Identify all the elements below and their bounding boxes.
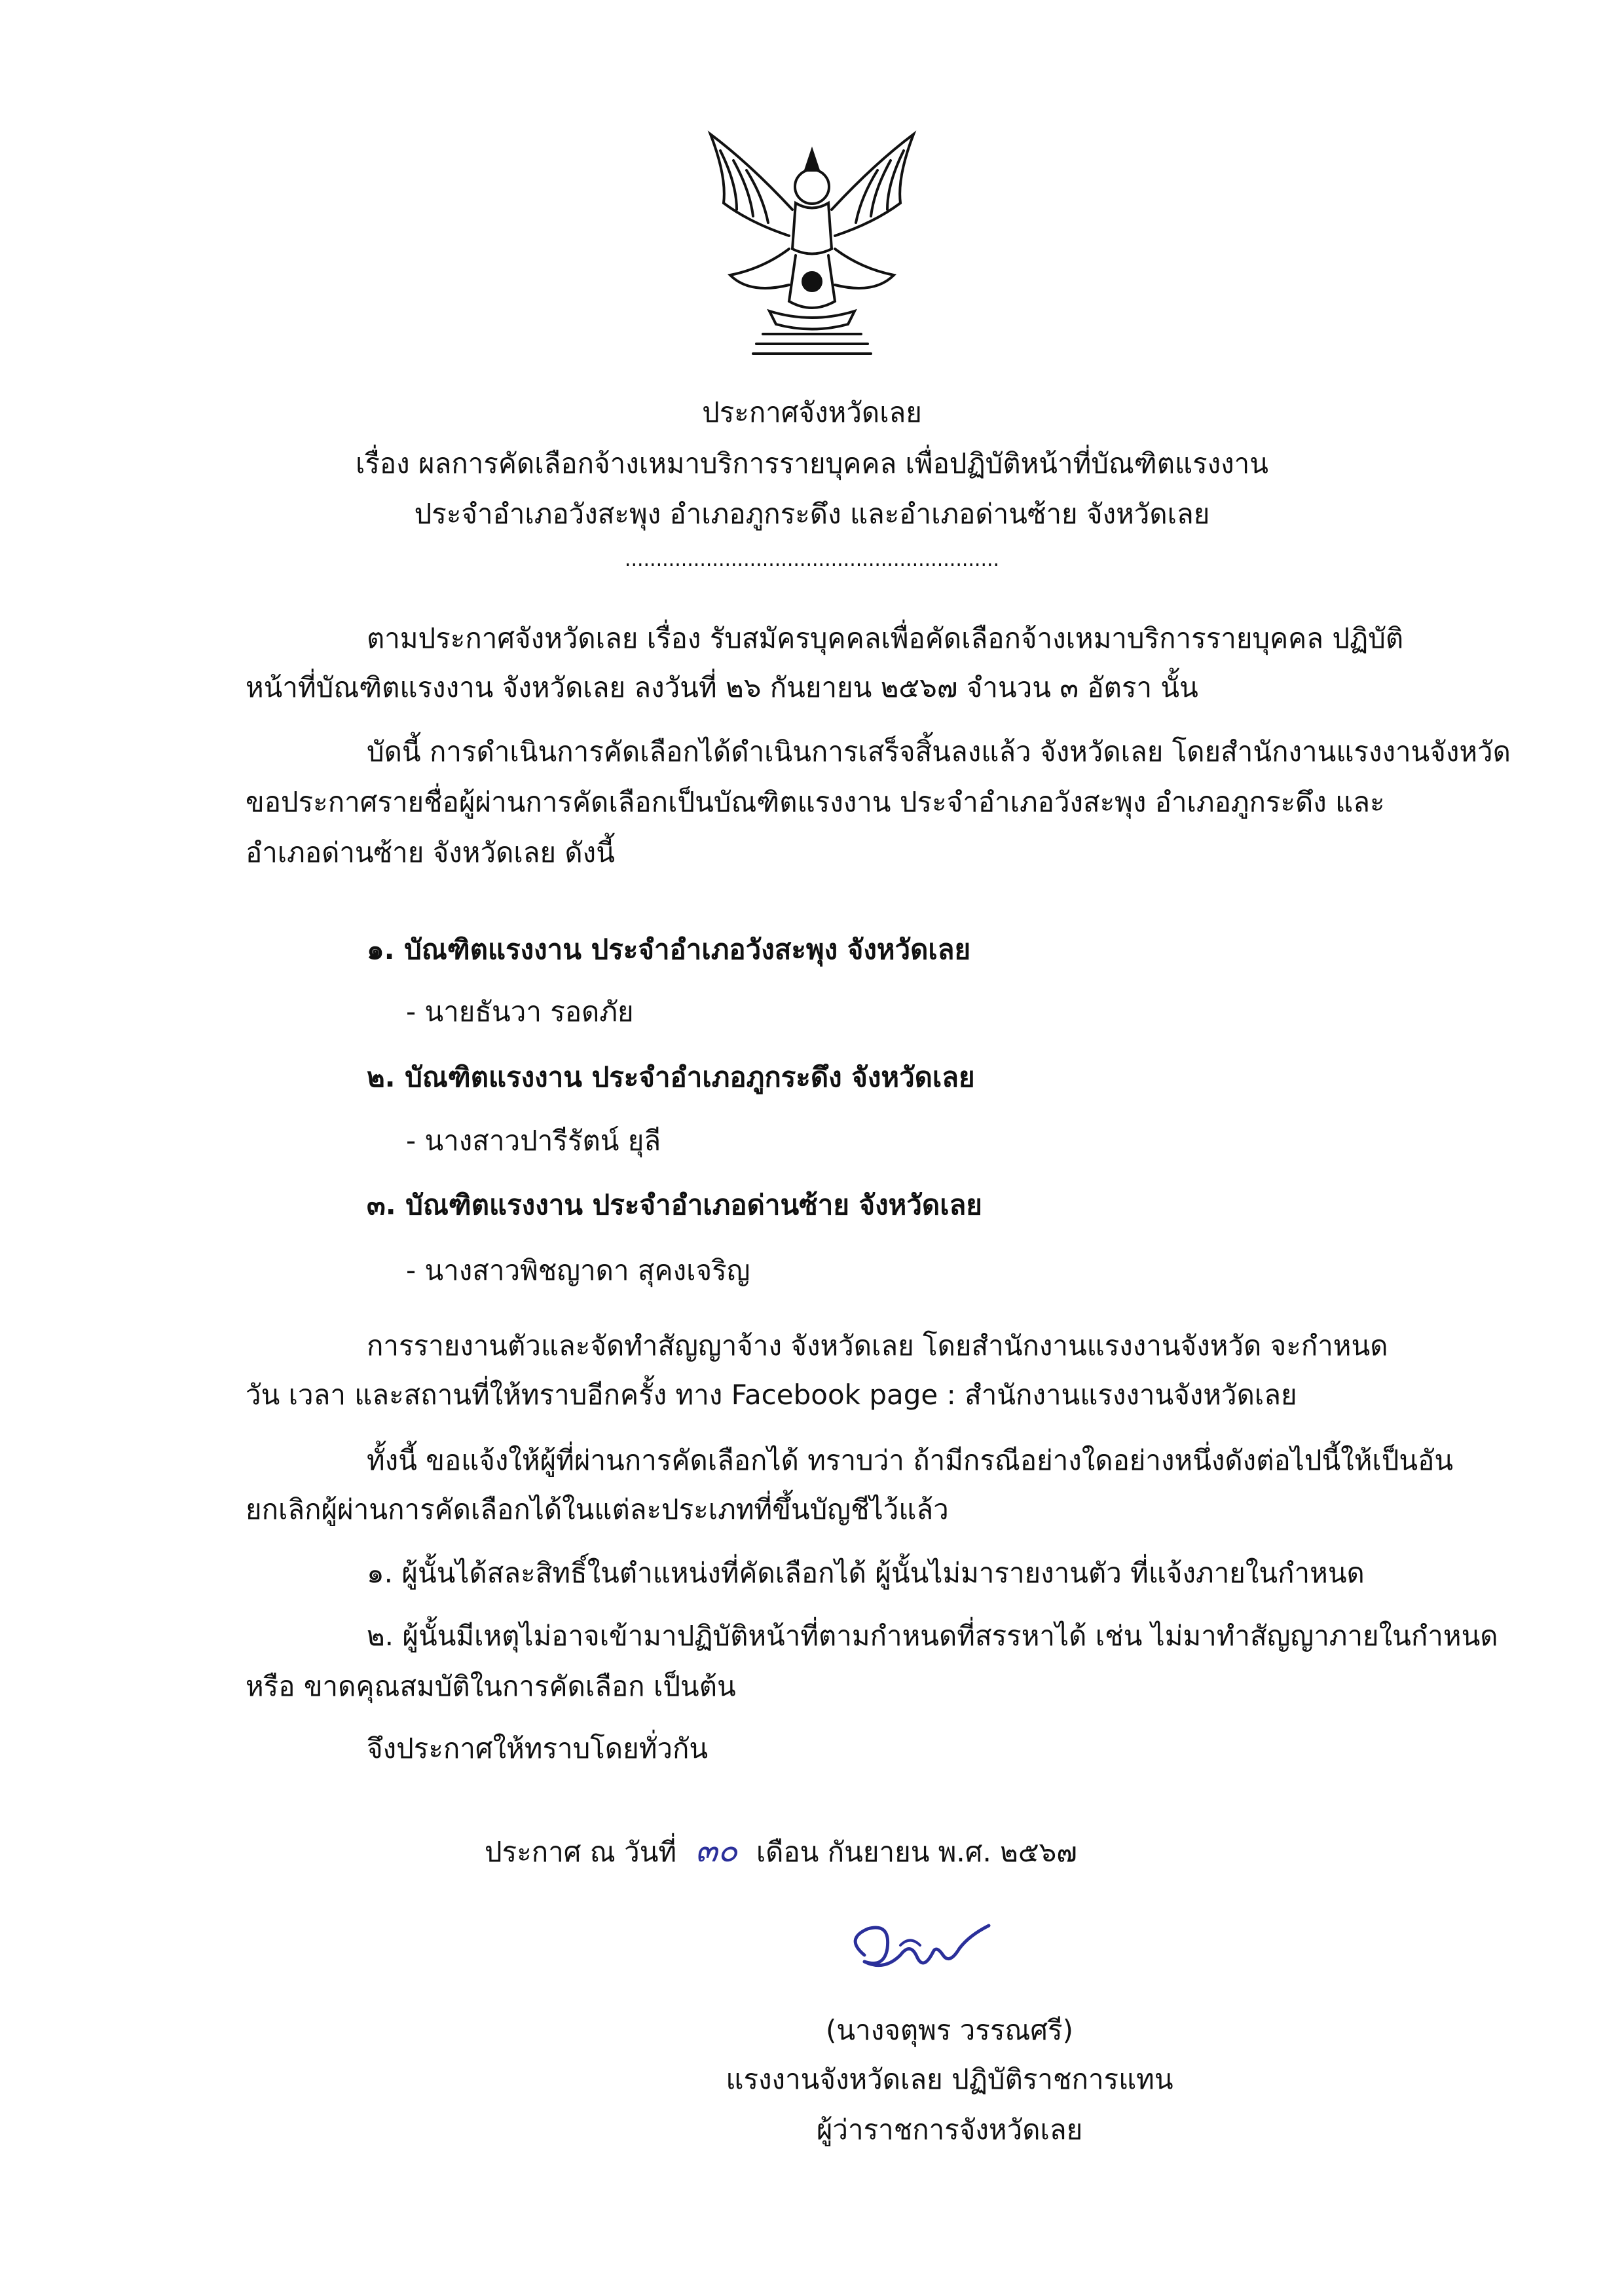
condition-2-line-2: หรือ ขาดคุณสมบัติในการคัดเลือก เป็นต้น [246,1670,736,1702]
date-day-handwritten: ๓๐ [695,1831,738,1869]
signatory-position: แรงงานจังหวัดเลย ปฏิบัติราชการแทน [726,2063,1173,2095]
paragraph-2-line-3: อำเภอด่านซ้าย จังหวัดเลย ดังนี้ [246,836,615,868]
paragraph-3-line-1: การรายงานตัวและจัดทำสัญญาจ้าง จังหวัดเลย โดยสำนักงานแรงงานจังหวัด จะกำหนด [367,1330,1388,1362]
closing-statement: จึงประกาศให้ทราบโดยทั่วกัน [367,1732,709,1764]
position-heading-2: ๒. บัณฑิตแรงงาน ประจำอำเภอภูกระดึง จังหวัดเลย [367,1061,975,1093]
date-prefix: ประกาศ ณ วันที่ [485,1836,677,1868]
announcement-date [485,1831,1077,1872]
position-name-2: - นางสาวปารีรัตน์ ยุลี [406,1125,661,1157]
condition-1: ๑. ผู้นั้นได้สละสิทธิ์ในตำแหน่งที่คัดเลือกได้ ผู้นั้นไม่มารายงานตัว ที่แจ้งภายในกำหนด [367,1557,1365,1589]
paragraph-2-line-1: บัดนี้ การดำเนินการคัดเลือกได้ดำเนินการเสร็จสิ้นลงแล้ว จังหวัดเลย โดยสำนักงานแรงงานจังหวัด [367,736,1511,768]
position-name-3: - นางสาวพิชญาดา สุคงเจริญ [406,1254,750,1286]
paragraph-1-line-1: ตามประกาศจังหวัดเลย เรื่อง รับสมัครบุคคลเพื่อคัดเลือกจ้างเหมาบริการรายบุคคล ปฏิบัติ [367,622,1404,654]
subject-line-2: ประจำอำเภอวังสะพุง อำเภอภูกระดึง และอำเภอด่านซ้าย จังหวัดเลย [414,498,1210,530]
signatory-title: ผู้ว่าราชการจังหวัดเลย [816,2114,1083,2146]
date-suffix: เดือน กันยายน พ.ศ. ๒๕๖๗ [756,1836,1077,1868]
paragraph-3-line-2: วัน เวลา และสถานที่ให้ทราบอีกครั้ง ทาง Facebook page : สำนักงานแรงงานจังหวัดเลย [246,1379,1297,1411]
subject-line-1: เรื่อง ผลการคัดเลือกจ้างเหมาบริการรายบุคคล เพื่อปฏิบัติหน้าที่บัณฑิตแรงงาน [356,447,1268,479]
paragraph-1-line-2: หน้าที่บัณฑิตแรงงาน จังหวัดเลย ลงวันที่ ๒๖ กันยายน ๒๕๖๗ จำนวน ๓ อัตรา นั้น [246,671,1198,703]
position-name-1: - นายธันวา รอดภัย [406,996,634,1028]
position-heading-1: ๑. บัณฑิตแรงงาน ประจำอำเภอวังสะพุง จังหวัดเลย [367,933,971,965]
signatory-name: (นางจตุพร วรรณศรี) [826,2014,1073,2046]
position-heading-3: ๓. บัณฑิตแรงงาน ประจำอำเภอด่านซ้าย จังหวัดเลย [367,1189,982,1221]
paragraph-4-line-2: ยกเลิกผู้ผ่านการคัดเลือกได้ในแต่ละประเภทที่ขึ้นบัญชีไว้แล้ว [246,1493,949,1525]
header-divider: ............................................................ [624,548,1000,571]
signature-icon [838,1909,1002,1988]
page-title: ประกาศจังหวัดเลย [702,396,922,428]
garuda-emblem-icon [691,124,933,360]
paragraph-2-line-2: ขอประกาศรายชื่อผู้ผ่านการคัดเลือกเป็นบัณฑิตแรงงาน ประจำอำเภอวังสะพุง อำเภอภูกระดึง และ [246,786,1385,818]
condition-2-line-1: ๒. ผู้นั้นมีเหตุไม่อาจเข้ามาปฏิบัติหน้าที่ตามกำหนดที่สรรหาได้ เช่น ไม่มาทำสัญญาภายในกำหนด [367,1620,1498,1652]
paragraph-4-line-1: ทั้งนี้ ขอแจ้งให้ผู้ที่ผ่านการคัดเลือกได้ ทราบว่า ถ้ามีกรณีอย่างใดอย่างหนึ่งดังต่อไปนี้ให้เป็นอัน [367,1444,1454,1476]
